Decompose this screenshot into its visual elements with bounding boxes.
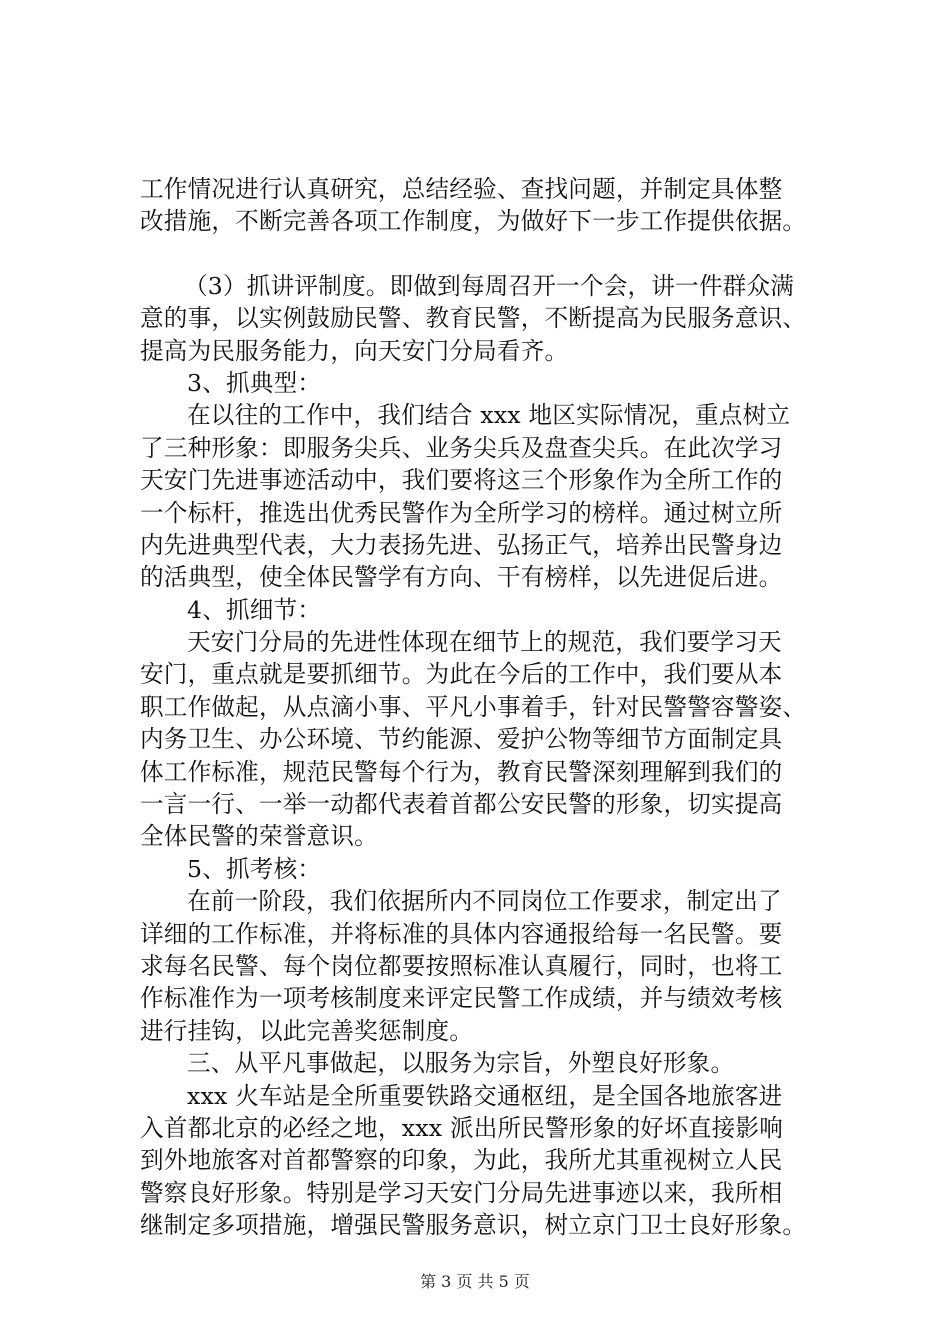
- text-line: 内务卫生、办公环境、节约能源、爱护公物等细节方面制定具: [140, 725, 783, 754]
- text-line: 体工作标准，规范民警每个行为，教育民警深刻理解到我们的: [140, 757, 783, 786]
- text-line: 全体民警的荣誉意识。: [140, 822, 378, 851]
- page-footer: 第 3 页 共 5 页: [420, 1272, 530, 1291]
- text-line: 继制定多项措施，增强民警服务意识，树立京门卫士良好形象。: [140, 1211, 807, 1240]
- text-line: 到外地旅客对首都警察的印象，为此，我所尤其重视树立人民: [140, 1146, 783, 1175]
- text-line: 工作情况进行认真研究，总结经验、查找问题，并制定具体整: [140, 175, 783, 203]
- text-line: 入首都北京的必经之地，xxx 派出所民警形象的好坏直接影响: [140, 1113, 784, 1142]
- text-line: 警察良好形象。特别是学习天安门分局先进事迹以来，我所相: [140, 1178, 783, 1207]
- text-line: 3、抓典型：: [187, 368, 322, 397]
- text-line: 一言一行、一举一动都代表着首都公安民警的形象，切实提高: [140, 790, 783, 819]
- document-body: [140, 173, 852, 1242]
- text-line: 天安门先进事迹活动中，我们要将这三个形象作为全所工作的: [140, 466, 783, 495]
- text-line: 进行挂钩，以此完善奖惩制度。: [140, 1016, 474, 1045]
- text-line: 在前一阶段，我们依据所内不同岗位工作要求，制定出了: [187, 887, 782, 916]
- text-line: 三、从平凡事做起，以服务为宗旨，外塑良好形象。: [187, 1049, 735, 1078]
- text-line: 作标准作为一项考核制度来评定民警工作成绩，并与绩效考核: [140, 984, 783, 1013]
- text-line: 一个标杆，推选出优秀民警作为全所学习的榜样。通过树立所: [140, 498, 783, 527]
- text-line: 5、抓考核：: [187, 854, 322, 883]
- text-line: 提高为民服务能力，向天安门分局看齐。: [140, 336, 569, 365]
- text-line: 在以往的工作中，我们结合 xxx 地区实际情况，重点树立: [187, 401, 791, 430]
- text-line: 安门，重点就是要抓细节。为此在今后的工作中，我们要从本: [140, 660, 783, 689]
- text-line: 改措施，不断完善各项工作制度，为做好下一步工作提供依据。: [140, 207, 807, 236]
- text-line: 详细的工作标准，并将标准的具体内容通报给每一名民警。要: [140, 919, 783, 948]
- text-line: 意的事，以实例鼓励民警、教育民警，不断提高为民服务意识、: [140, 304, 807, 333]
- text-line: 了三种形象：即服务尖兵、业务尖兵及盘查尖兵。在此次学习: [140, 433, 783, 462]
- text-line: xxx 火车站是全所重要铁路交通枢纽，是全国各地旅客进: [187, 1081, 783, 1110]
- text-line: 求每名民警、每个岗位都要按照标准认真履行，同时，也将工: [140, 951, 783, 980]
- text-line: 天安门分局的先进性体现在细节上的规范，我们要学习天: [187, 628, 782, 657]
- text-line: 职工作做起，从点滴小事、平凡小事着手，针对民警警容警姿、: [140, 692, 807, 721]
- paragraph-spacer: [140, 238, 852, 270]
- text-line: 内先进典型代表，大力表扬先进、弘扬正气，培养出民警身边: [140, 530, 783, 559]
- text-line: 的活典型，使全体民警学有方向、干有榜样，以先进促后进。: [140, 563, 783, 592]
- text-line: 4、抓细节：: [187, 595, 322, 624]
- text-line: （3）抓讲评制度。即做到每周召开一个会，讲一件群众满: [184, 271, 795, 300]
